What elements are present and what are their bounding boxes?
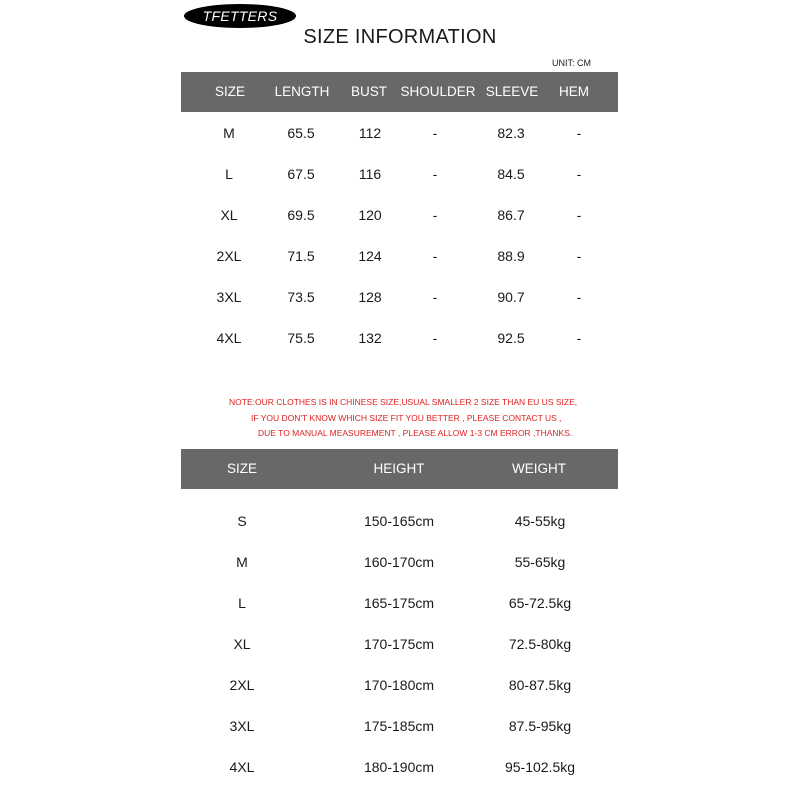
fit-table-header: [181, 449, 618, 489]
table-cell: 132: [358, 330, 382, 346]
table-cell: 69.5: [287, 207, 315, 223]
table-cell: 87.5-95kg: [508, 718, 572, 734]
table-cell: 71.5: [287, 248, 315, 264]
table-cell: 2XL: [229, 677, 255, 693]
table-cell: 72.5-80kg: [508, 636, 572, 652]
note-line: DUE TO MANUAL MEASUREMENT , PLEASE ALLOW 1-3 CM ERROR ,THANKS.: [258, 428, 573, 438]
table-cell: 3XL: [216, 289, 242, 305]
table-cell: -: [432, 207, 438, 223]
unit-label: UNIT: CM: [552, 58, 591, 68]
header-length: LENGTH: [274, 84, 330, 99]
table-cell: 65.5: [287, 125, 315, 141]
table-cell: M: [223, 125, 235, 141]
header-shoulder: SHOULDER: [400, 84, 476, 99]
table-cell: L: [238, 595, 246, 611]
table-cell: -: [432, 125, 438, 141]
table-cell: 73.5: [287, 289, 315, 305]
table-cell: 128: [358, 289, 382, 305]
table-cell: 175-185cm: [363, 718, 435, 734]
table-cell: 95-102.5kg: [504, 759, 576, 775]
table-cell: S: [237, 513, 247, 529]
table-cell: 86.7: [497, 207, 525, 223]
table-cell: 170-175cm: [363, 636, 435, 652]
table-cell: -: [576, 330, 582, 346]
table-cell: 90.7: [497, 289, 525, 305]
brand-logo: TFETTERS: [184, 4, 296, 28]
table-cell: 3XL: [229, 718, 255, 734]
table-cell: 92.5: [497, 330, 525, 346]
table-cell: 170-180cm: [363, 677, 435, 693]
table-cell: 55-65kg: [514, 554, 566, 570]
table-cell: 4XL: [229, 759, 255, 775]
header-size: SIZE: [214, 84, 246, 99]
table-cell: M: [236, 554, 248, 570]
table-cell: 82.3: [497, 125, 525, 141]
header-bust: BUST: [350, 84, 388, 99]
table-cell: 45-55kg: [514, 513, 566, 529]
table-cell: -: [432, 166, 438, 182]
table-cell: 150-165cm: [363, 513, 435, 529]
note-line: NOTE:OUR CLOTHES IS IN CHINESE SIZE,USUAL SMALLER 2 SIZE THAN EU US SIZE,: [229, 397, 578, 407]
table-cell: 4XL: [216, 330, 242, 346]
header-height: HEIGHT: [373, 461, 425, 476]
table-cell: 180-190cm: [363, 759, 435, 775]
table-cell: -: [576, 166, 582, 182]
table-cell: 160-170cm: [363, 554, 435, 570]
table-cell: 84.5: [497, 166, 525, 182]
table-cell: -: [576, 289, 582, 305]
table-cell: -: [576, 248, 582, 264]
table-cell: 75.5: [287, 330, 315, 346]
table-cell: 2XL: [216, 248, 242, 264]
table-cell: 116: [358, 166, 382, 182]
table-cell: 120: [358, 207, 382, 223]
page-title: SIZE INFORMATION: [303, 26, 497, 48]
table-cell: 124: [358, 248, 382, 264]
header-hem: HEM: [559, 84, 589, 99]
header-weight: WEIGHT: [512, 461, 566, 476]
table-cell: 165-175cm: [363, 595, 435, 611]
note-line: IF YOU DON'T KNOW WHICH SIZE FIT YOU BETTER , PLEASE CONTACT US ,: [251, 412, 562, 423]
table-cell: -: [432, 330, 438, 346]
header-sleeve: SLEEVE: [485, 84, 539, 99]
table-cell: 65-72.5kg: [508, 595, 572, 611]
header-size: SIZE: [226, 461, 258, 476]
table-cell: 88.9: [497, 248, 525, 264]
table-cell: -: [432, 289, 438, 305]
size-table-header: [181, 72, 618, 112]
table-cell: -: [432, 248, 438, 264]
table-cell: -: [576, 125, 582, 141]
table-cell: L: [225, 166, 233, 182]
table-cell: 80-87.5kg: [508, 677, 572, 693]
table-cell: XL: [233, 636, 251, 652]
table-cell: 67.5: [287, 166, 315, 182]
table-cell: XL: [220, 207, 238, 223]
table-cell: -: [576, 207, 582, 223]
table-cell: 112: [358, 125, 382, 141]
